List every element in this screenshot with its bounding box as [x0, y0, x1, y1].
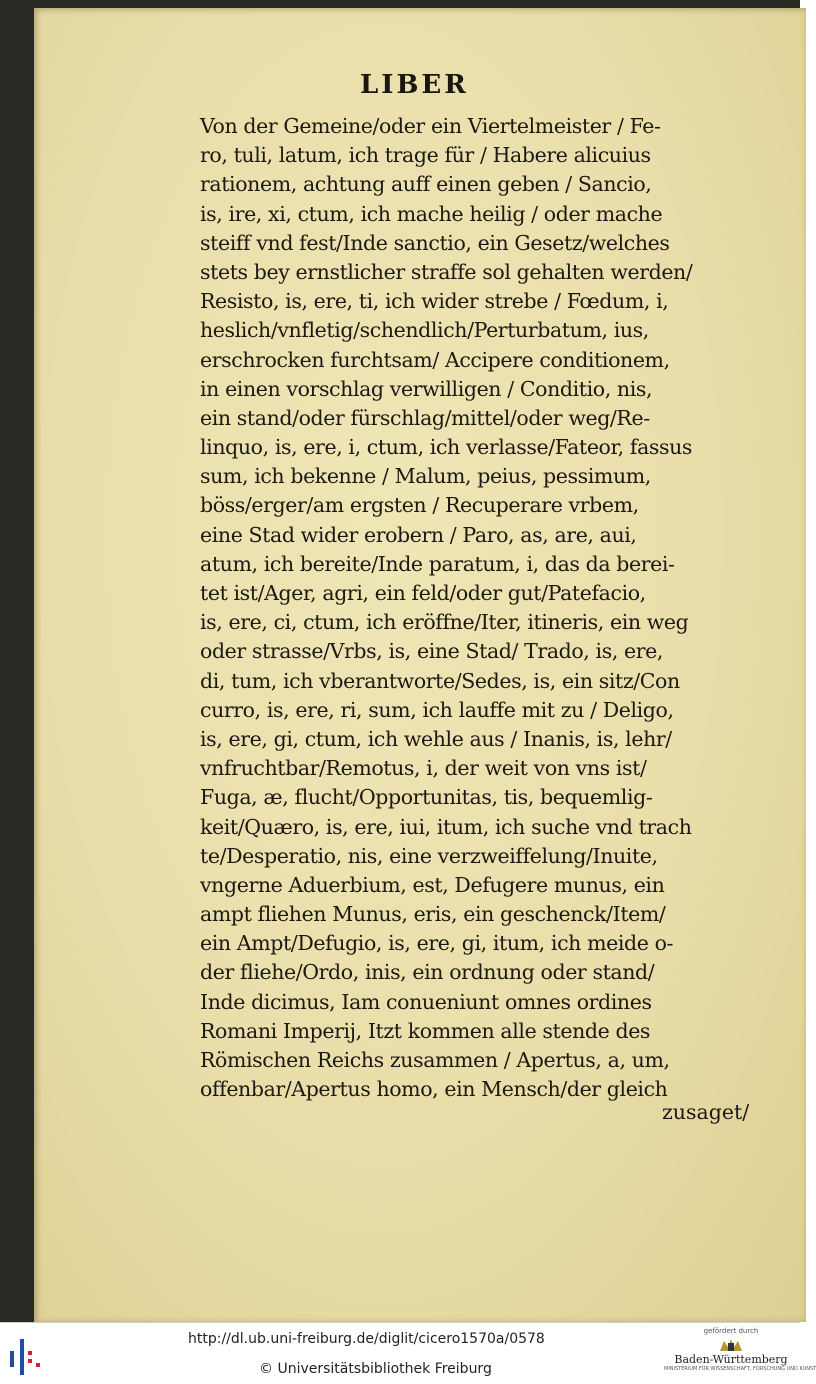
- text-line: curro, is, ere, ri, sum, ich lauffe mit zu / Deligo,: [200, 697, 674, 722]
- permalink-url[interactable]: http://dl.ub.uni-freiburg.de/diglit/cicero1570a/0578: [188, 1331, 545, 1347]
- sponsor-logo: [664, 1327, 816, 1383]
- text-line: der fliehe/Ordo, inis, ein ordnung oder stand/: [200, 960, 655, 985]
- text-line: Resisto, is, ere, ti, ich wider strebe / Fœdum, i,: [200, 289, 669, 314]
- text-line: eine Stad wider erobern / Paro, as, are, aui,: [200, 522, 637, 547]
- text-line: Romani Imperij, Itzt kommen alle stende des: [200, 1018, 651, 1043]
- text-line: di, tum, ich vberantworte/Sedes, is, ein sitz/Con: [200, 668, 680, 693]
- text-line: keit/Quæro, is, ere, iui, itum, ich suche vnd trach: [200, 814, 692, 839]
- page-heading: LIBER: [360, 70, 469, 100]
- text-line: vnfruchtbar/Remotus, i, der weit von vns ist/: [200, 756, 647, 781]
- text-line: tet ist/Ager, agri, ein feld/oder gut/Patefacio,: [200, 581, 646, 605]
- text-block: [200, 112, 792, 1104]
- text-line: erschrocken furchtsam/ Accipere conditionem,: [200, 347, 670, 372]
- state-crest-icon: [716, 1337, 746, 1353]
- text-line: rationem, achtung auff einen geben / Sancio,: [200, 172, 652, 197]
- text-line: Von der Gemeine/oder ein Viertelmeister / Fe-: [200, 114, 661, 138]
- text-line: te/Desperatio, nis, eine verzweiffelung/Inuite,: [200, 843, 658, 868]
- catchword: zusaget/: [662, 1100, 750, 1124]
- text-line: vngerne Aduerbium, est, Defugere munus, ein: [200, 872, 665, 897]
- text-line: ampt fliehen Munus, eris, ein geschenck/Item/: [200, 902, 666, 927]
- viewer-footer: [0, 1322, 816, 1384]
- text-line: atum, ich bereite/Inde paratum, i, das da berei-: [200, 551, 675, 576]
- text-line: steiff vnd fest/Inde sanctio, ein Gesetz/welches: [200, 230, 670, 255]
- text-line: stets bey ernstlicher straffe sol gehalten werden/: [200, 259, 693, 284]
- text-line: oder strasse/Vrbs, is, eine Stad/ Trado, is, ere,: [200, 639, 664, 664]
- text-line: is, ire, xi, ctum, ich mache heilig / oder mache: [200, 201, 663, 226]
- text-line: sum, ich bekenne / Malum, peius, pessimum,: [200, 464, 651, 489]
- text-line: offenbar/Apertus homo, ein Mensch/der gleich: [200, 1077, 668, 1102]
- text-line: ein stand/oder fürschlag/mittel/oder weg/Re-: [200, 405, 650, 430]
- library-logo-icon: [8, 1337, 44, 1377]
- text-line: Inde dicimus, Iam conueniunt omnes ordines: [200, 989, 652, 1014]
- text-line: is, ere, gi, ctum, ich wehle aus / Inanis, is, lehr/: [200, 726, 672, 751]
- text-line: in einen vorschlag verwilligen / Conditio, nis,: [200, 376, 653, 401]
- text-line: ro, tuli, latum, ich trage für / Habere alicuius: [200, 143, 651, 168]
- text-line: ein Ampt/Defugio, is, ere, gi, itum, ich meide o-: [200, 931, 674, 956]
- text-line: böss/erger/am ergsten / Recuperare vrbem,: [200, 493, 639, 518]
- text-line: is, ere, ci, ctum, ich eröffne/Iter, itineris, ein weg: [200, 610, 689, 635]
- text-line: Römischen Reichs zusammen / Apertus, a, um,: [200, 1048, 670, 1072]
- text-line: heslich/vnfletig/schendlich/Perturbatum, ius,: [200, 318, 649, 343]
- text-line: Fuga, æ, flucht/Opportunitas, tis, bequemlig-: [200, 785, 653, 810]
- text-line: linquo, is, ere, i, ctum, ich verlasse/Fateor, fassus: [200, 435, 693, 460]
- sponsor-note: gefördert durch: [703, 1327, 759, 1335]
- sponsor-name: Baden-Württemberg: [674, 1353, 788, 1366]
- sponsor-subtitle: MINISTERIUM FÜR WISSENSCHAFT, FORSCHUNG UND KUNST: [664, 1366, 816, 1372]
- copyright-notice: © Universitätsbibliothek Freiburg: [259, 1361, 492, 1377]
